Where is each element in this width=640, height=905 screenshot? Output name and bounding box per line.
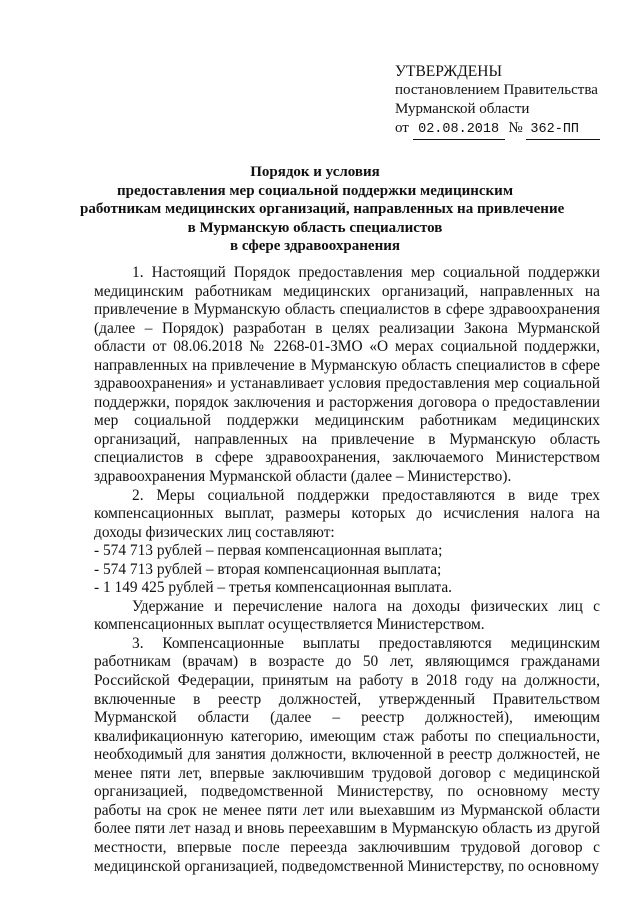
approval-number-label: № [508, 120, 523, 136]
approval-date: 02.08.2018 [413, 120, 505, 140]
approval-number: 362-ПП [526, 120, 600, 140]
approval-line-1: постановлением Правительства [395, 82, 598, 98]
list-item-3: - 1 149 425 рублей – третья компенсационная выплата. [94, 579, 453, 597]
title-line-5: в сфере здравоохранения [230, 238, 400, 254]
paragraph-4: 3. Компенсационные выплаты предоставляются медицинским работникам (врачам) в возрасте до 50 лет, являющимся гражданами Российской Федерации, принятым на работу в 2018 году на должности, включенные в реестр должностей, утвержденный Правительством Мурманской области (далее – реестр должностей), имеющим квалификационную категорию, имеющим стаж работы по специальности, необходимый для занятия должности, включенной в реестр должностей, не менее пяти лет, впервые заключившим трудовой договор с медицинской организацией, подведомственной Министерству, по основному месту работы на срок не менее пяти лет или выехавшим из Мурманской области более пяти лет назад и вновь переехавшим в Мурманскую область из другой местности, впервые после переезда заключившим трудовой договор с медицинской организацией, подведомственной Министерству, по основному [94, 634, 600, 875]
document-body [94, 264, 600, 876]
document-title [80, 163, 565, 256]
title-line-4: в Мурманскую область специалистов [187, 219, 443, 236]
paragraph-2: 2. Меры социальной поддержки предоставляются в виде трех компенсационных выплат, размеры которых до исчисления налога на доходы физических лиц составляют: [94, 486, 600, 541]
paragraph-3: Удержание и перечисление налога на доходы физических лиц с компенсационных выплат осуществляется Министерством. [94, 597, 600, 634]
paragraph-1: 1. Настоящий Порядок предоставления мер социальной поддержки медицинским работникам медицинских организаций, направленных на привлечение в Мурманскую область специалистов в сфере здравоохранения (далее – Порядок) разработан в целях реализации Закона Мурманской области от 08.06.2018 № 2268-01-ЗМО «О мерах социальной поддержки, направленных на привлечение в Мурманскую область специалистов в сфере здравоохранения» и устанавливает условия предоставления мер социальной поддержки, порядок заключения и расторжения договора о предоставлении мер социальной поддержки медицинским работникам медицинских организаций, направленных на привлечение в Мурманскую область специалистов в сфере здравоохранения, заключаемого Министерством здравоохранения Мурманской области (далее – Министерство). [94, 264, 600, 486]
title-line-2: предоставления мер социальной поддержки медицинским [116, 182, 514, 199]
approval-heading: УТВЕРЖДЕНЫ [395, 63, 502, 80]
list-item-2: - 574 713 рублей – вторая компенсационная выплата; [94, 560, 442, 578]
title-line-1: Порядок и условия [250, 164, 380, 180]
approval-from-label: от [395, 120, 409, 136]
approval-line-2: Мурманской области [395, 101, 530, 117]
approval-date-line [395, 119, 625, 140]
approval-stamp [395, 62, 625, 140]
list-item-1: - 574 713 рублей – первая компенсационная выплата; [94, 542, 443, 560]
title-line-3: работникам медицинских организаций, направленных на привлечение [80, 201, 565, 217]
